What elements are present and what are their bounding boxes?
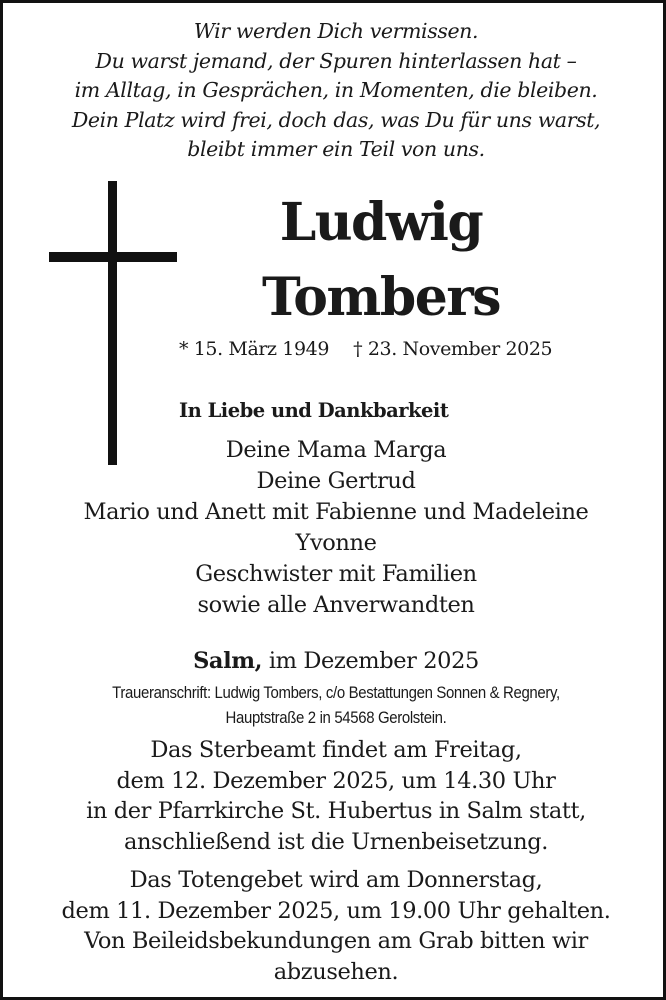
birth-date: * 15. März 1949 <box>179 338 330 360</box>
mourner: Deine Mama Marga <box>225 437 447 463</box>
memorial-poem <box>3 17 666 165</box>
mourning-address <box>43 680 629 730</box>
poem-line: Du warst jemand, der Spuren hinterlassen hat – <box>95 48 577 73</box>
mourners-list <box>3 435 666 621</box>
dedication: In Liebe und Dankbarkeit <box>179 399 449 422</box>
deceased-first-name: Ludwig <box>279 192 483 253</box>
prayer-line: Von Beileidsbekundungen am Grab bitten wir <box>84 928 588 954</box>
life-dates <box>179 336 599 362</box>
cross-icon <box>49 181 177 465</box>
place-and-date <box>3 646 666 676</box>
place-town: Salm, <box>193 648 263 674</box>
poem-line: Dein Platz wird frei, doch das, was Du für uns warst, <box>71 107 601 132</box>
requiem-notice <box>3 735 666 857</box>
mourner: Geschwister mit Familien <box>195 561 477 587</box>
deceased-last-name: Tombers <box>261 267 501 328</box>
prayer-notice <box>3 865 666 987</box>
poem-line: im Alltag, in Gesprächen, in Momenten, die bleiben. <box>74 78 598 102</box>
address-line: Traueranschrift: Ludwig Tombers, c/o Bestattungen Sonnen & Regnery, <box>112 683 560 702</box>
requiem-line: Das Sterbeamt findet am Freitag, <box>150 737 522 763</box>
mourner: Deine Gertrud <box>256 468 416 494</box>
requiem-line: dem 12. Dezember 2025, um 14.30 Uhr <box>116 767 556 794</box>
mourner: Yvonne <box>295 530 377 556</box>
prayer-line: abzusehen. <box>273 958 399 985</box>
mourner: Mario und Anett mit Fabienne und Madeleine <box>83 499 589 525</box>
poem-line: bleibt immer ein Teil von uns. <box>187 137 485 161</box>
requiem-line: anschließend ist die Urnenbeisetzung. <box>123 828 549 855</box>
prayer-line: Das Totengebet wird am Donnerstag, <box>129 867 543 893</box>
prayer-line: dem 11. Dezember 2025, um 19.00 Uhr gehalten. <box>61 897 611 924</box>
mourner: sowie alle Anverwandten <box>197 592 475 618</box>
address-line: Hauptstraße 2 in 54568 Gerolstein. <box>225 708 447 727</box>
poem-line: Wir werden Dich vermissen. <box>193 19 479 43</box>
death-date: † 23. November 2025 <box>353 338 553 360</box>
place-date: im Dezember 2025 <box>268 648 479 674</box>
requiem-line: in der Pfarrkirche St. Hubertus in Salm statt, <box>86 798 586 824</box>
